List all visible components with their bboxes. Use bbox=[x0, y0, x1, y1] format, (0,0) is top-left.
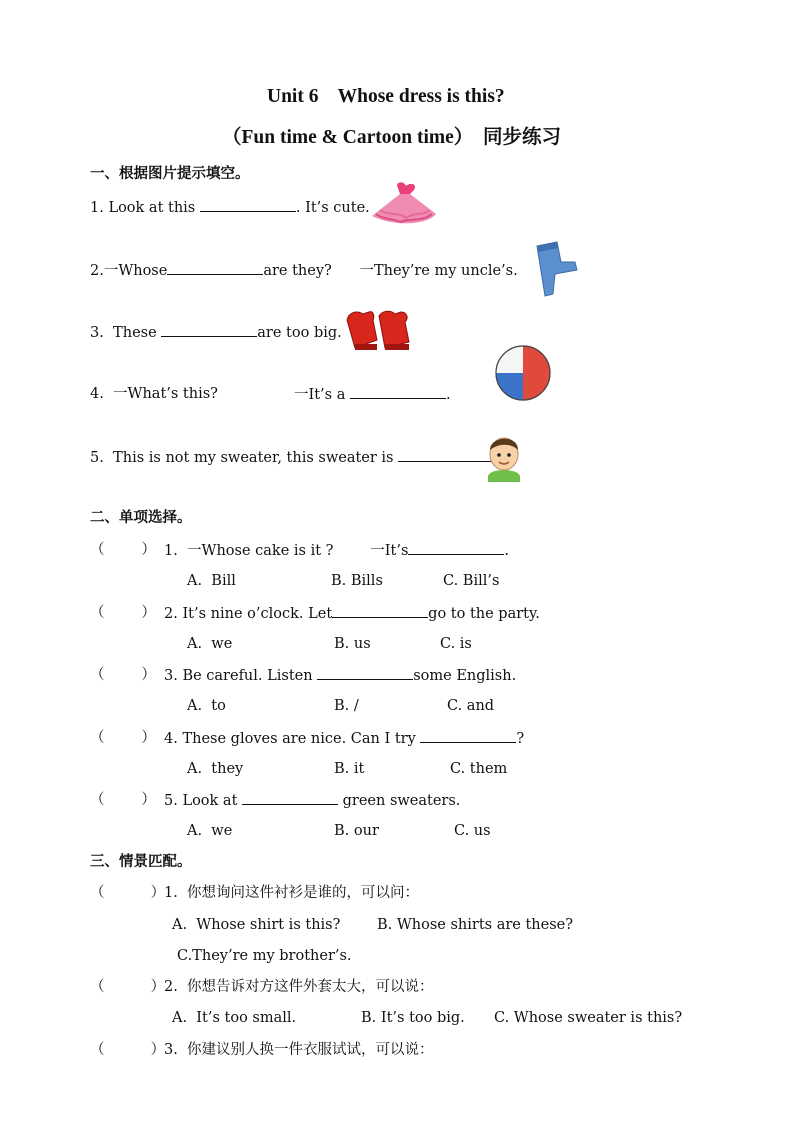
option-c[interactable]: C. us bbox=[454, 823, 491, 839]
trousers-image bbox=[535, 240, 579, 298]
s3-bracket[interactable]: （ ） bbox=[90, 885, 166, 901]
option-b[interactable]: B. our bbox=[334, 823, 379, 839]
option-a[interactable]: A. Bill bbox=[187, 573, 236, 589]
s3-question-2: 2. 你想告诉对方这件外套太大，可以说： bbox=[164, 979, 434, 995]
answer-blank[interactable] bbox=[408, 541, 504, 555]
s2-question-3: 3. Be careful. Listen some English. bbox=[164, 668, 517, 684]
s2-bracket[interactable]: （ ） bbox=[90, 792, 156, 808]
s1-question-4: 4. 一What’s this? bbox=[90, 386, 218, 402]
answer-blank[interactable] bbox=[242, 791, 338, 805]
s2-question-1: 1. 一Whose cake is it ? 一It’s . bbox=[164, 543, 510, 559]
ball-image bbox=[494, 344, 552, 402]
option-a[interactable]: A. It’s too small. bbox=[172, 1010, 297, 1026]
section1-heading: 一、根据图片提示填空。 bbox=[90, 166, 250, 182]
s2-bracket[interactable]: （ ） bbox=[90, 730, 156, 746]
gloves-image bbox=[343, 306, 413, 354]
option-b[interactable]: B. it bbox=[334, 761, 365, 777]
s2-question-2: 2. It’s nine o’clock. Let go to the party. bbox=[164, 606, 540, 622]
option-a[interactable]: A. to bbox=[187, 698, 226, 714]
option-b[interactable]: B. Bills bbox=[331, 573, 383, 589]
s1-question-2: 2.一Whose are they? 一They’re my uncle’s. bbox=[90, 263, 518, 279]
option-c[interactable]: C. is bbox=[440, 636, 472, 652]
answer-blank[interactable] bbox=[200, 198, 296, 212]
s1-question-3: 3. These are too big. bbox=[90, 325, 342, 341]
dress-image bbox=[370, 180, 440, 228]
option-b[interactable]: B. us bbox=[334, 636, 371, 652]
s3-bracket[interactable]: （ ） bbox=[90, 1042, 166, 1058]
option-c[interactable]: C. Bill’s bbox=[443, 573, 500, 589]
answer-blank[interactable] bbox=[161, 323, 257, 337]
option-b[interactable]: B. It’s too big. bbox=[361, 1010, 465, 1026]
answer-blank[interactable] bbox=[332, 604, 428, 618]
s3-question-1: 1. 你想询问这件衬衫是谁的，可以问： bbox=[164, 885, 420, 901]
page-subtitle: （Fun time & Cartoon time） 同步练习 bbox=[222, 127, 562, 148]
answer-blank[interactable] bbox=[420, 729, 516, 743]
option-b[interactable]: B. / bbox=[334, 698, 359, 714]
option-b[interactable]: B. Whose shirts are these? bbox=[377, 917, 574, 933]
option-a[interactable]: A. Whose shirt is this? bbox=[172, 917, 341, 933]
s2-bracket[interactable]: （ ） bbox=[90, 542, 156, 558]
answer-blank[interactable] bbox=[350, 385, 446, 399]
option-c[interactable]: C. Whose sweater is this? bbox=[494, 1010, 683, 1026]
s1-question-4-answer: 一It’s a . bbox=[294, 387, 451, 403]
option-a[interactable]: A. they bbox=[187, 761, 244, 777]
s1-question-1: 1. Look at this . It’s cute. bbox=[90, 200, 370, 216]
option-c[interactable]: C.They’re my brother’s. bbox=[177, 948, 352, 964]
s1-question-5: 5. This is not my sweater, this sweater is bbox=[90, 448, 499, 467]
s2-bracket[interactable]: （ ） bbox=[90, 667, 156, 683]
page-title: Unit 6 Whose dress is this? bbox=[267, 86, 505, 107]
section3-heading: 三、情景匹配。 bbox=[90, 854, 192, 870]
answer-blank[interactable] bbox=[167, 261, 263, 275]
option-c[interactable]: C. and bbox=[447, 698, 495, 714]
section2-heading: 二、单项选择。 bbox=[90, 510, 192, 526]
s3-bracket[interactable]: （ ） bbox=[90, 979, 166, 995]
s3-question-3: 3. 你建议别人换一件衣服试试，可以说： bbox=[164, 1042, 434, 1058]
boy-image bbox=[480, 428, 528, 484]
option-a[interactable]: A. we bbox=[187, 636, 233, 652]
option-c[interactable]: C. them bbox=[450, 761, 508, 777]
option-a[interactable]: A. we bbox=[187, 823, 233, 839]
s2-question-4: 4. These gloves are nice. Can I try ? bbox=[164, 731, 525, 747]
s2-question-5: 5. Look at green sweaters. bbox=[164, 793, 461, 809]
answer-blank[interactable] bbox=[317, 666, 413, 680]
s2-bracket[interactable]: （ ） bbox=[90, 605, 156, 621]
